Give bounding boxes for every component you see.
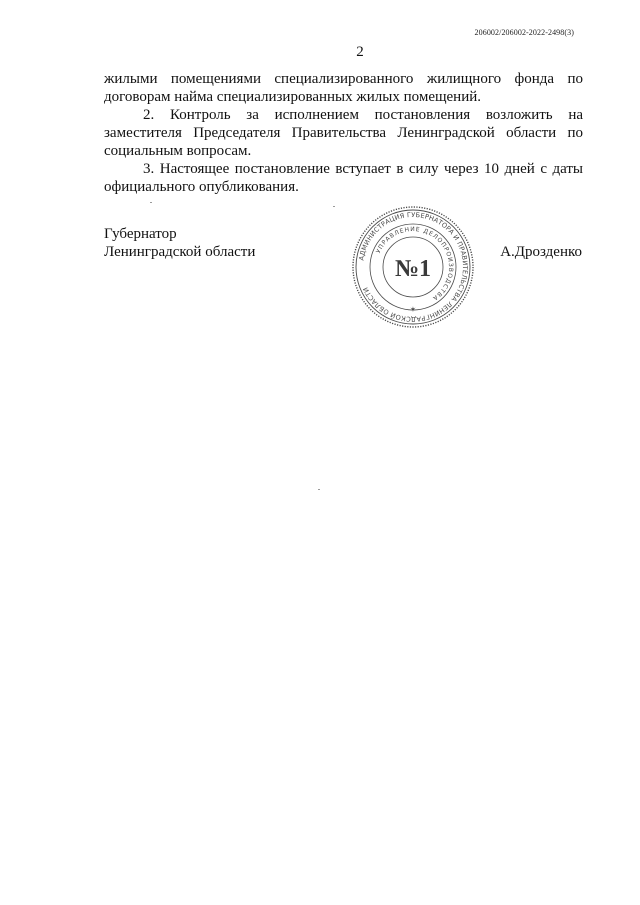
seal-star-icon: ✶ (409, 305, 417, 314)
signatory-position-line-1: Губернатор (104, 226, 177, 242)
scan-speck (318, 489, 320, 490)
document-id: 206002/206002-2022-2498(3) (474, 28, 574, 37)
signatory-position-line-2: Ленинградской области (104, 244, 256, 260)
scan-speck (333, 206, 335, 207)
page-number: 2 (356, 44, 364, 60)
paragraph-3: 3. Настоящее постановление вступает в силу через 10 дней с даты официального опубликования. (104, 161, 583, 195)
signatory-position (104, 225, 255, 261)
seal-graphic (350, 204, 476, 330)
paragraph-continuation: жилыми помещениями специализированного жилищного фонда по договорам найма специализированных жилых помещений. (104, 71, 583, 105)
scan-speck (150, 202, 152, 203)
seal-outer-text: АДМИНИСТРАЦИЯ ГУБЕРНАТОРА И ПРАВИТЕЛЬСТВА ЛЕНИНГРАДСКОЙ ОБЛАСТИ (357, 210, 470, 324)
paragraph-2: 2. Контроль за исполнением постановления возложить на заместителя Председателя Правительства Ленинградской области по социальным вопросам. (104, 107, 583, 159)
signatory-name: А.Дрозденко (500, 244, 582, 260)
seal-number: №1 (394, 256, 432, 282)
seal-inner-text: УПРАВЛЕНИЕ ДЕЛОПРОИЗВОДСТВА (374, 225, 455, 302)
official-seal (350, 204, 476, 330)
